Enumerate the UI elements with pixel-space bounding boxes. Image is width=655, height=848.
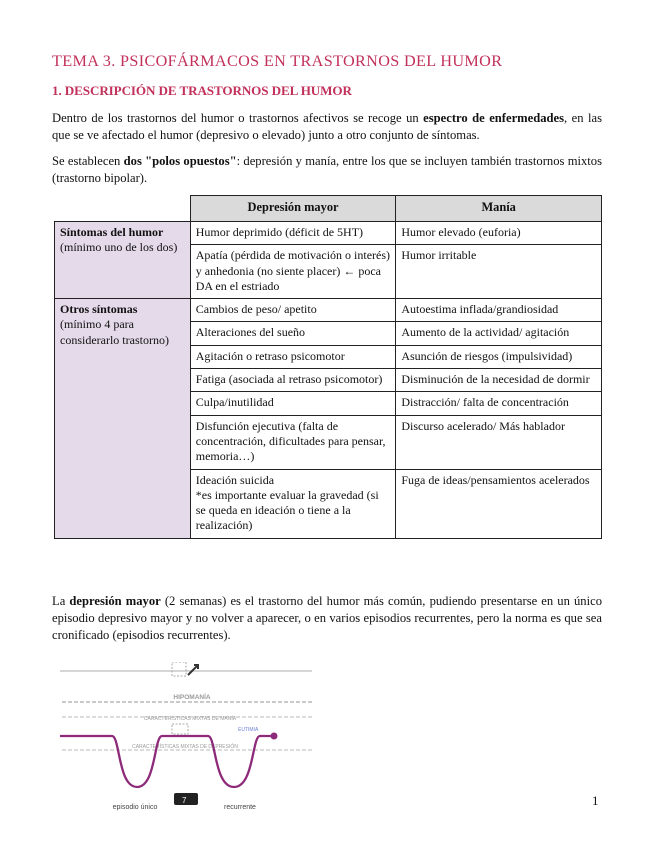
table-corner-cell: [55, 196, 191, 222]
table-cell: Discurso acelerado/ Más hablador: [396, 415, 602, 469]
table-cell: Alteraciones del sueño: [190, 322, 396, 345]
bottom-box-glyph: 7: [182, 796, 187, 805]
mid-box-icon: [172, 724, 188, 734]
group-header-humor: Síntomas del humor (mínimo uno de los dos): [55, 222, 191, 299]
group-header-otros: Otros síntomas (mínimo 4 para considerarlo trastorno): [55, 299, 191, 539]
mood-course-diagram: [60, 662, 316, 812]
mixtas-mania-label: CARACTERÍSTICAS MIXTAS DE MANÍA: [143, 716, 237, 722]
table-cell: Cambios de peso/ apetito: [190, 299, 396, 322]
table-cell: Humor irritable: [396, 245, 602, 299]
table-cell: Agitación o retraso psicomotor: [190, 345, 396, 368]
header-depresion: Depresión mayor: [190, 196, 396, 222]
hipomania-label: HIPOMANÍA: [173, 694, 211, 701]
table-cell: Aumento de la actividad/ agitación: [396, 322, 602, 345]
table-cell: Distracción/ falta de concentración: [396, 392, 602, 415]
intro-paragraph: Dentro de los trastornos del humor o trastornos afectivos se recoge un espectro de enfermedades, en las que se ve afectado el humor (depresivo o elevado) junto a otro conjunto de síntomas.: [52, 111, 603, 142]
mixtas-depresion-label: CARACTERÍSTICAS MIXTAS DE DEPRESIÓN: [132, 744, 238, 750]
table-cell: Autoestima inflada/grandiosidad: [396, 299, 602, 322]
recurrente-label: recurrente: [224, 804, 256, 811]
table-cell: Humor elevado (euforia): [396, 222, 602, 245]
top-box-icon: [172, 662, 186, 676]
table-cell: Fatiga (asociada al retraso psicomotor): [190, 369, 396, 392]
table-cell: Asunción de riesgos (impulsividad): [396, 345, 602, 368]
table-cell: Culpa/inutilidad: [190, 392, 396, 415]
table-row: [55, 222, 602, 245]
table-cell: Disminución de la necesidad de dormir: [396, 369, 602, 392]
eutimia-label: EUTIMIA: [238, 727, 259, 733]
table-row: [55, 299, 602, 322]
table-cell: Humor deprimido (déficit de 5HT): [190, 222, 396, 245]
major-depression-paragraph: La depresión mayor (2 semanas) es el trastorno del humor más común, pudiendo presentarse en un único episodio depresivo mayor y no volver a aparecer, o en varios episodios recurrentes, pero la norma es que sea cronificado (episodios recurrentes).: [52, 594, 602, 642]
section-heading: 1. DESCRIPCIÓN DE TRASTORNOS DEL HUMOR: [52, 83, 352, 98]
table-cell: Apatía (pérdida de motivación o interés) y anhedonia (no siente placer) ← poca DA en el estriado: [190, 245, 396, 299]
table-header-row: [55, 196, 602, 222]
episodio-unico-label: episodio único: [112, 804, 158, 811]
poles-paragraph: Se establecen dos "polos opuestos": depresión y manía, entre los que se incluyen también trastornos mixtos (trastorno bipolar).: [52, 154, 602, 185]
table-cell: Ideación suicida *es importante evaluar la gravedad (si se queda en ideación o tiene a la realización): [190, 469, 396, 538]
table-cell: Disfunción ejecutiva (falta de concentración, dificultades para pensar, memoria…): [190, 415, 396, 469]
table-cell: Fuga de ideas/pensamientos acelerados: [396, 469, 602, 538]
page-number: 1: [592, 793, 599, 808]
page-title: TEMA 3. PSICOFÁRMACOS EN TRASTORNOS DEL HUMOR: [52, 52, 503, 70]
header-mania: Manía: [396, 196, 602, 222]
mood-endpoint-marker: [271, 733, 278, 740]
symptoms-table: [54, 195, 602, 539]
up-arrow-icon: [188, 665, 198, 675]
